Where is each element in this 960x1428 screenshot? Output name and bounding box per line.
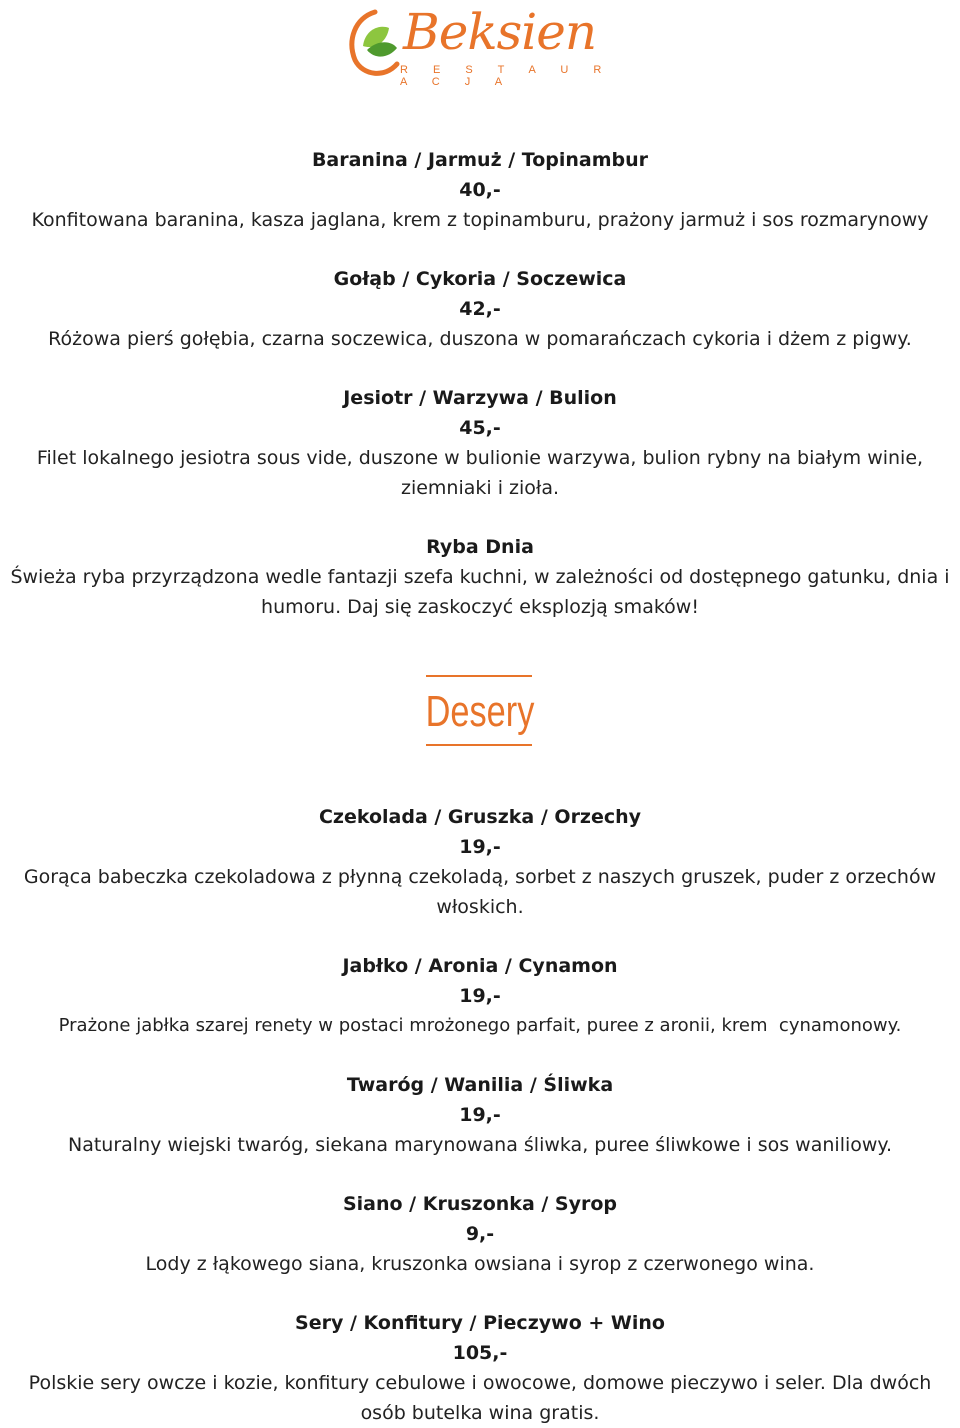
dish-description: Polskie sery owcze i kozie, konfitury cebulowe i owocowe, domowe pieczywo i seler. Dla dwóch osób butelka wina gratis.: [28, 1372, 932, 1424]
dish-item: [0, 1189, 960, 1279]
mains-list: [0, 145, 960, 622]
divider: [426, 675, 532, 677]
desserts-section-header: [0, 673, 960, 749]
dish-item: [0, 951, 960, 1041]
dish-description: Naturalny wiejski twaróg, siekana marynowana śliwka, puree śliwkowe i sos waniliowy.: [68, 1134, 892, 1156]
dish-description: Różowa pierś gołębia, czarna soczewica, duszona w pomarańczach cykoria i dżem z pigwy.: [48, 328, 912, 350]
dish-item: [0, 802, 960, 922]
dish-item: [0, 1308, 960, 1428]
dish-price: 19,-: [459, 985, 501, 1007]
restaurant-logo: [345, 0, 615, 88]
dish-name: Czekolada / Gruszka / Orzechy: [318, 806, 642, 828]
dish-name: Baranina / Jarmuż / Topinambur: [311, 149, 649, 171]
dish-description: Konfitowana baranina, kasza jaglana, krem z topinamburu, prażony jarmuż i sos rozmarynowy: [31, 209, 929, 231]
dish-price: 45,-: [459, 417, 501, 439]
dish-item: [0, 1070, 960, 1160]
desserts-list: [0, 802, 960, 1428]
dish-price: 40,-: [459, 179, 501, 201]
dish-price: 19,-: [459, 836, 501, 858]
dish-price: 105,-: [452, 1342, 508, 1364]
dish-price: 42,-: [459, 298, 501, 320]
logo-subtitle: R E S T A U R A C J A: [400, 64, 613, 88]
dish-description: Gorąca babeczka czekoladowa z płynną czekoladą, sorbet z naszych gruszek, puder z orzechów włoskich.: [23, 866, 937, 918]
divider: [426, 744, 532, 746]
dish-description: Świeża ryba przyrządzona wedle fantazji szefa kuchni, w zależności od dostępnego gatunku, dnia i humoru. Daj się zaskoczyć eksplozją smaków!: [10, 566, 950, 618]
dish-item: [0, 264, 960, 354]
dish-description: Lody z łąkowego siana, kruszonka owsiana i syrop z czerwonego wina.: [145, 1253, 815, 1275]
dish-name: Jesiotr / Warzywa / Bulion: [343, 387, 617, 409]
dish-name: Siano / Kruszonka / Syrop: [342, 1193, 618, 1215]
dish-name: Twaróg / Wanilia / Śliwka: [346, 1074, 614, 1096]
logo-wordmark: Beksien: [403, 3, 597, 61]
section-title: Desery: [425, 687, 535, 736]
dish-name: Sery / Konfitury / Pieczywo + Wino: [295, 1312, 665, 1334]
dish-price: 19,-: [459, 1104, 501, 1126]
dish-name: Gołąb / Cykoria / Soczewica: [333, 268, 627, 290]
dish-name: Ryba Dnia: [426, 536, 534, 558]
dish-description: Filet lokalnego jesiotra sous vide, duszone w bulionie warzywa, bulion rybny na białym winie, ziemniaki i zioła.: [36, 447, 924, 499]
dish-item: [0, 383, 960, 503]
dish-price: 9,-: [465, 1223, 495, 1245]
dish-name: Jabłko / Aronia / Cynamon: [342, 955, 618, 977]
dish-item: [0, 145, 960, 235]
dish-item: [0, 532, 960, 622]
dish-description: Prażone jabłka szarej renety w postaci mrożonego parfait, puree z aronii, krem cynamonowy.: [58, 1015, 902, 1036]
